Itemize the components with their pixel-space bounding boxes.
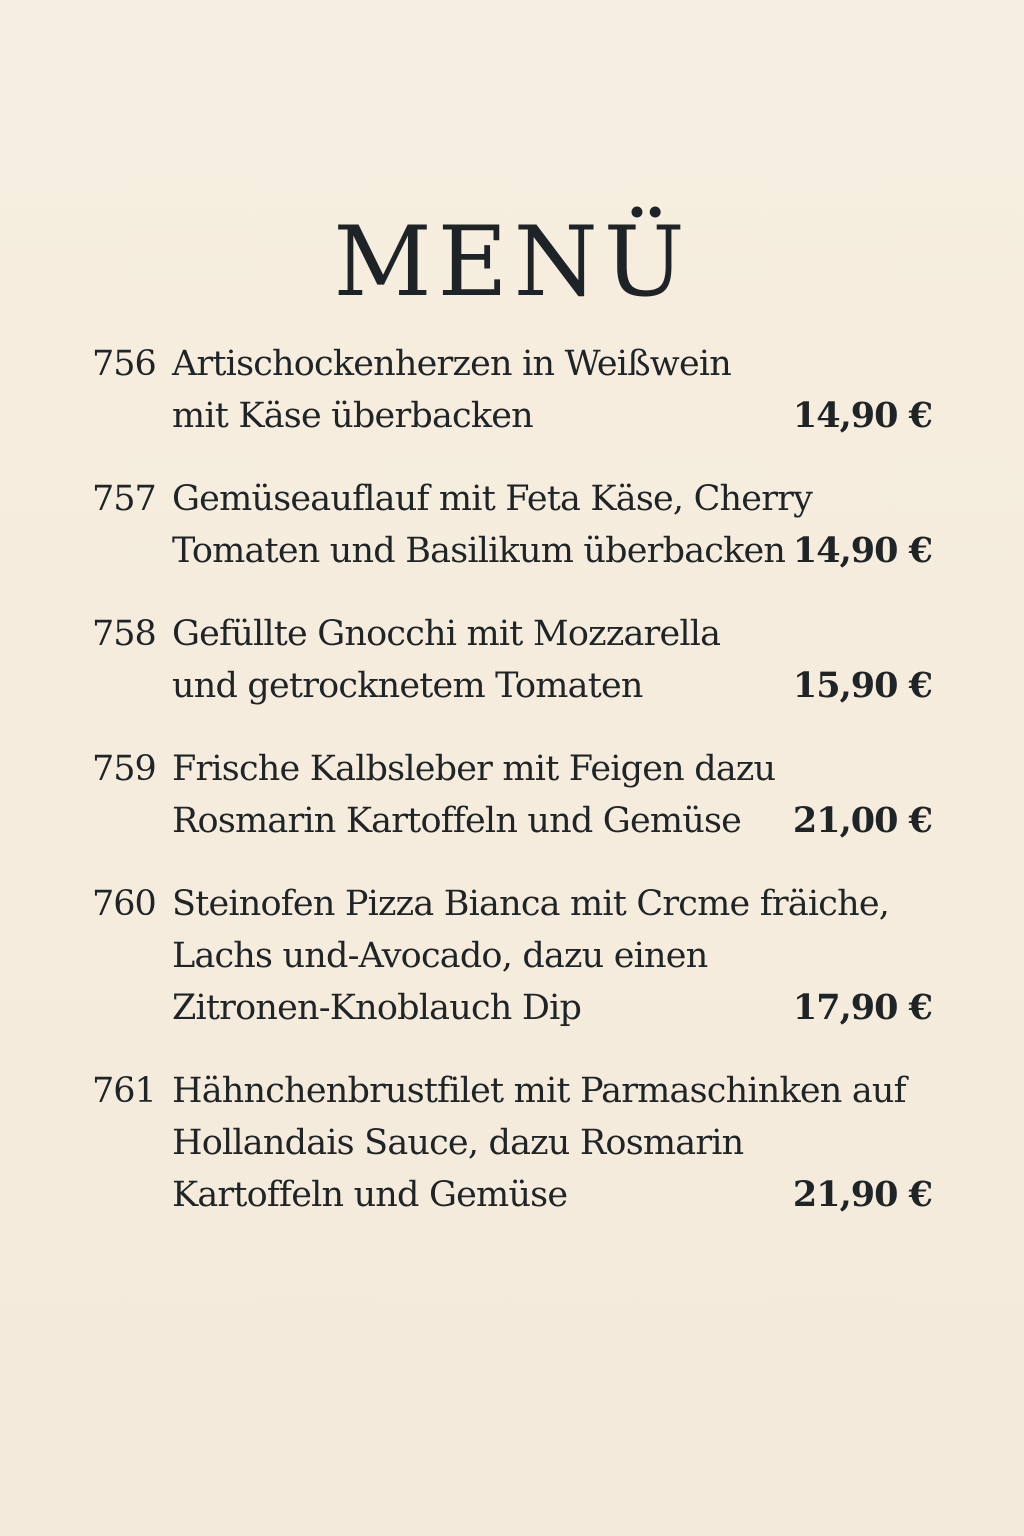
menu-item-758 — [92, 608, 932, 712]
item-description-line: Zitronen-Knoblauch Dip — [172, 988, 582, 1028]
item-price: 14,90 € — [792, 395, 932, 436]
item-price: 15,90 € — [792, 665, 932, 706]
item-description-line: Artischockenherzen in Weißwein — [172, 344, 731, 384]
item-description — [172, 743, 802, 847]
item-price: 21,00 € — [792, 800, 932, 841]
menu-title: MENÜ — [333, 206, 691, 319]
item-number: 761 — [92, 1071, 156, 1111]
item-description — [172, 608, 802, 712]
item-description-line: Hähnchenbrustfilet mit Parmaschinken auf — [172, 1071, 906, 1111]
item-description-line: Rosmarin Kartoffeln und Gemüse — [172, 801, 742, 841]
menu-item-761 — [92, 1065, 932, 1221]
item-description — [172, 338, 802, 442]
item-price: 17,90 € — [792, 987, 932, 1028]
item-price: 21,90 € — [792, 1174, 932, 1215]
item-price: 14,90 € — [792, 530, 932, 571]
item-description-line: Lachs und-Avocado, dazu einen — [172, 936, 708, 976]
item-number: 758 — [92, 614, 156, 654]
menu-item-759 — [92, 743, 932, 847]
item-description-line: Gemüseauflauf mit Feta Käse, Cherry — [172, 479, 813, 519]
menu-list — [92, 338, 932, 1252]
item-description — [172, 473, 813, 577]
item-number: 759 — [92, 749, 156, 789]
item-description-line: mit Käse überbacken — [172, 396, 533, 436]
item-description-line: und getrocknetem Tomaten — [172, 666, 643, 706]
item-number: 756 — [92, 344, 156, 384]
item-description-line: Tomaten und Basilikum überbacken — [172, 531, 786, 571]
menu-item-757 — [92, 473, 932, 577]
item-description-line: Hollandais Sauce, dazu Rosmarin — [172, 1123, 744, 1163]
item-number: 757 — [92, 479, 156, 519]
item-description-line: Steinofen Pizza Bianca mit Crcme fräiche, — [172, 884, 890, 924]
menu-item-756 — [92, 338, 932, 442]
item-description-line: Frische Kalbsleber mit Feigen dazu — [172, 749, 776, 789]
menu-item-760 — [92, 878, 932, 1034]
item-description-line: Gefüllte Gnocchi mit Mozzarella — [172, 614, 721, 654]
item-number: 760 — [92, 884, 156, 924]
item-description-line: Kartoffeln und Gemüse — [172, 1175, 568, 1215]
